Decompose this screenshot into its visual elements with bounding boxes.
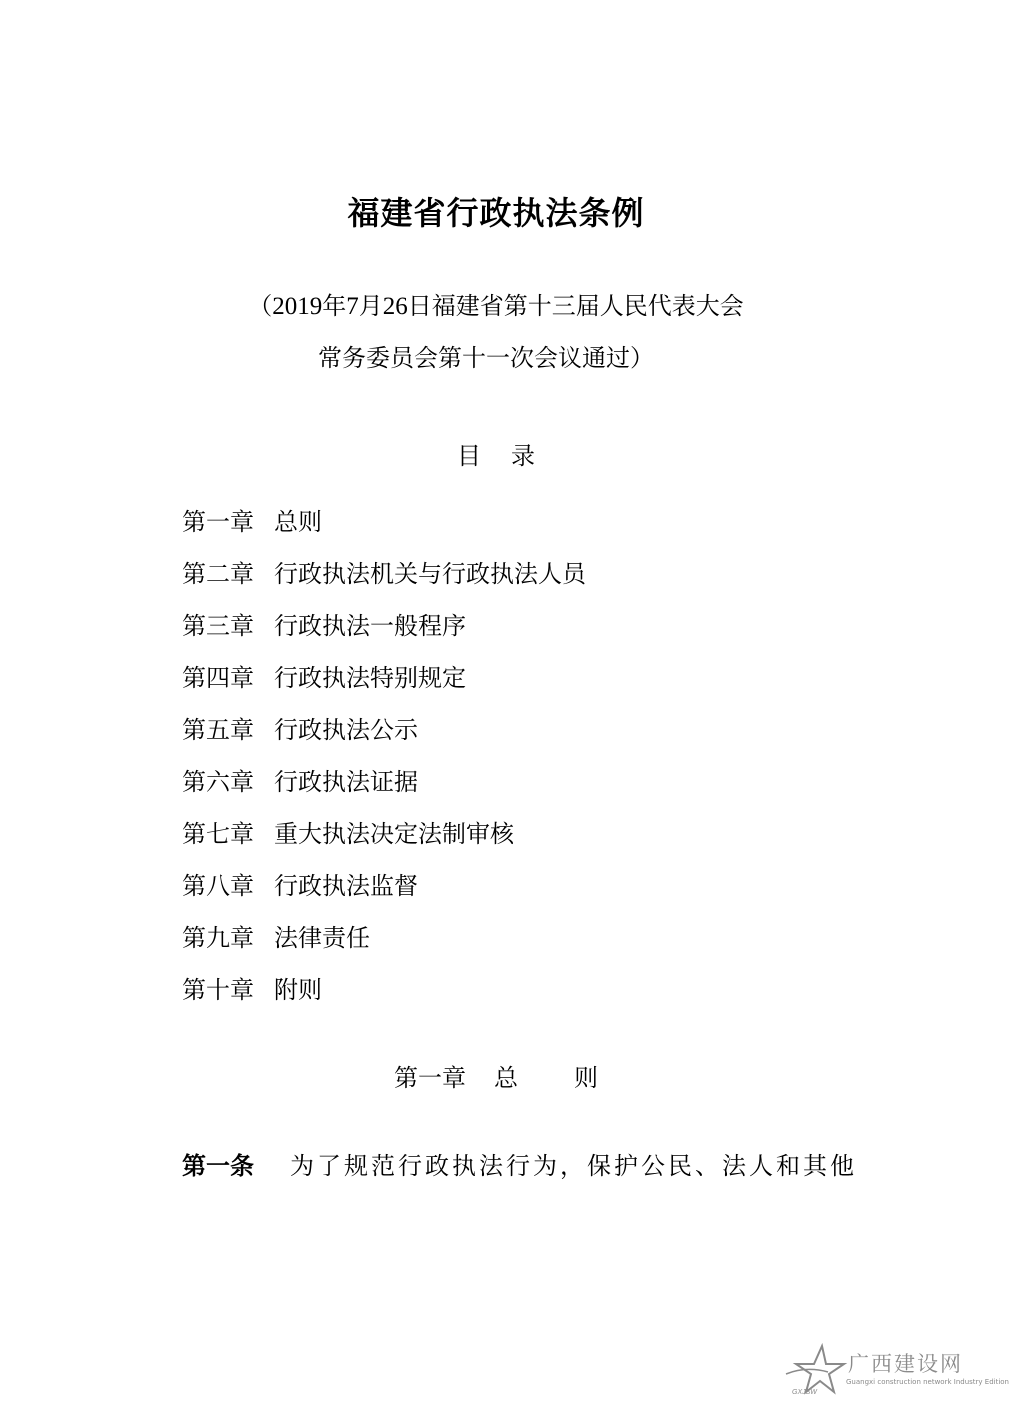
watermark-subtitle: Guangxi construction network Industry Edition [846,1378,1009,1386]
toc-chapter-title: 法律责任 [274,924,370,952]
toc-chapter-number: 第四章 [182,664,254,692]
chapter-1-heading [0,1058,992,1093]
toc-chapter-number: 第十章 [182,976,254,1004]
toc-chapter-number: 第二章 [182,560,254,588]
toc-chapter-number: 第一章 [182,508,254,536]
watermark [782,1344,1009,1396]
toc-heading [0,436,992,471]
toc-chapter-title: 行政执法特别规定 [274,664,466,692]
toc-chapter-title: 行政执法证据 [274,768,418,796]
toc-chapter-number: 第九章 [182,924,254,952]
toc-chapter-title: 行政执法一般程序 [274,612,466,640]
toc-item[interactable] [182,554,882,606]
toc-heading-text: 目录 [457,442,565,470]
toc-chapter-title: 总则 [274,508,322,536]
subtitle-year-char: 年 [322,292,347,320]
subtitle-line-1 [0,286,992,321]
table-of-contents [182,502,882,1022]
toc-item[interactable] [182,918,882,970]
toc-item[interactable] [182,762,882,814]
subtitle-month-char: 月 [358,292,383,320]
toc-chapter-number: 第八章 [182,872,254,900]
chapter-1-title-part-2: 则 [574,1064,598,1092]
article-1 [182,1146,882,1181]
toc-item[interactable] [182,710,882,762]
toc-item[interactable] [182,606,882,658]
subtitle-month: 7 [346,293,359,320]
toc-chapter-number: 第六章 [182,768,254,796]
toc-item[interactable] [182,866,882,918]
subtitle-day: 26 [382,293,408,320]
toc-chapter-title: 行政执法监督 [274,872,418,900]
toc-chapter-title: 行政执法公示 [274,716,418,744]
toc-item[interactable] [182,658,882,710]
toc-item[interactable] [182,970,882,1022]
subtitle-year: 2019 [272,293,323,320]
watermark-name: 广西建设网 [848,1352,963,1376]
toc-chapter-title: 附则 [274,976,322,1004]
subtitle-line-2: 常务委员会第十一次会议通过） [318,344,654,372]
toc-chapter-number: 第五章 [182,716,254,744]
toc-chapter-title: 重大执法决定法制审核 [274,820,514,848]
chapter-1-label: 第一章 [394,1064,466,1092]
document-title: 福建省行政执法条例 [347,194,645,232]
toc-chapter-number: 第七章 [182,820,254,848]
toc-item[interactable] [182,814,882,866]
toc-item[interactable] [182,502,882,554]
toc-chapter-title: 行政执法机关与行政执法人员 [274,560,586,588]
article-1-label: 第一条 [182,1152,254,1180]
logo-text: GXJSW [792,1389,817,1396]
chapter-1-title-part-1: 总 [494,1064,518,1092]
toc-chapter-number: 第三章 [182,612,254,640]
subtitle-open-paren: （ [248,292,273,320]
article-1-text: 为了规范行政执法行为，保护公民、法人和其他 [290,1152,857,1180]
subtitle-line-1-rest: 日福建省第十三届人民代表大会 [407,292,744,320]
star-logo-icon [782,1344,848,1396]
